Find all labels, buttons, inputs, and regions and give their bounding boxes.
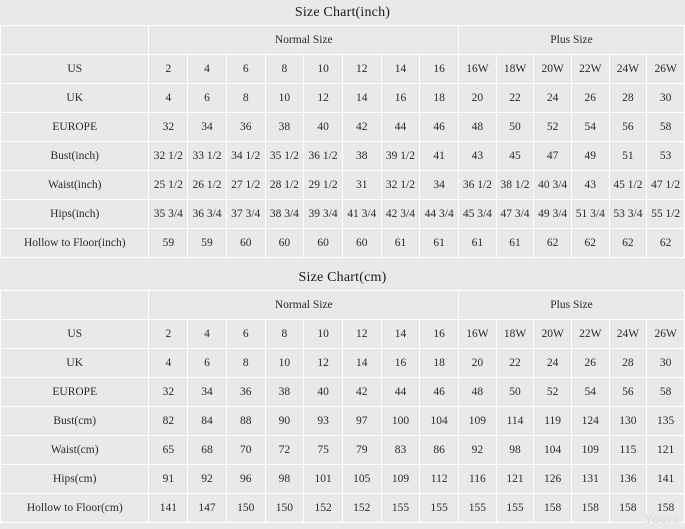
cell: 126: [534, 465, 572, 494]
cell: 39 1/2: [381, 142, 420, 171]
cell: 158: [609, 494, 647, 523]
cell: 115: [609, 436, 647, 465]
watermark-text: Yours: [643, 511, 679, 526]
cell: 61: [381, 229, 420, 258]
cell: 8: [226, 349, 265, 378]
row-label-hollow-to-floor: Hollow to Floor(inch): [1, 229, 149, 258]
cell: 152: [342, 494, 381, 523]
cell: 38 3/4: [265, 200, 304, 229]
row-label-bust: Bust(cm): [1, 407, 149, 436]
cell: 75: [304, 436, 343, 465]
cell: 18: [420, 349, 459, 378]
cell: 42: [342, 113, 381, 142]
cell: 124: [571, 407, 609, 436]
cell: 47 3/4: [496, 200, 534, 229]
cell: 10: [304, 320, 343, 349]
cell: 59: [188, 229, 227, 258]
row-label-uk: UK: [1, 84, 149, 113]
row-label-bust: Bust(inch): [1, 142, 149, 171]
cell: 4: [149, 349, 188, 378]
cell: 52: [534, 378, 572, 407]
size-table-inch: [0, 25, 685, 258]
cell: 65: [149, 436, 188, 465]
table-row: [1, 55, 685, 84]
cell: 97: [342, 407, 381, 436]
cell: 32 1/2: [149, 142, 188, 171]
cell: 26W: [647, 55, 685, 84]
cell: 40: [304, 113, 343, 142]
table-row: [1, 494, 685, 523]
cell: 30: [647, 84, 685, 113]
cell: 72: [265, 436, 304, 465]
cell: 55 1/2: [647, 200, 685, 229]
cell: 62: [647, 229, 685, 258]
cell: 41: [420, 142, 459, 171]
cell: 51: [609, 142, 647, 171]
cell: 10: [265, 349, 304, 378]
cell: 155: [496, 494, 534, 523]
cell: 90: [265, 407, 304, 436]
cell: 18: [420, 84, 459, 113]
table-row-group-headers: [1, 26, 685, 55]
cell: 40: [304, 378, 343, 407]
cell: 52: [534, 113, 572, 142]
cell: 16: [420, 320, 459, 349]
cell: 155: [381, 494, 420, 523]
cell: 141: [647, 465, 685, 494]
chart-title-cm: Size Chart(cm): [298, 270, 387, 285]
cell: 152: [304, 494, 343, 523]
cell: 92: [188, 465, 227, 494]
cell: 114: [496, 407, 534, 436]
cell: 36 3/4: [188, 200, 227, 229]
table-row: [1, 349, 685, 378]
cell: 38: [265, 113, 304, 142]
cell: 10: [304, 55, 343, 84]
cell: 24: [534, 349, 572, 378]
cell: 44: [381, 113, 420, 142]
cell: 131: [571, 465, 609, 494]
cell: 62: [534, 229, 572, 258]
cell: 14: [381, 320, 420, 349]
cell: 130: [609, 407, 647, 436]
cell: 135: [647, 407, 685, 436]
cell: 61: [496, 229, 534, 258]
cell: 56: [609, 378, 647, 407]
table-row-group-headers: [1, 291, 685, 320]
cell: 61: [420, 229, 459, 258]
cell: 100: [381, 407, 420, 436]
cell: 50: [496, 378, 534, 407]
cell: 12: [342, 320, 381, 349]
cell: 60: [226, 229, 265, 258]
cell: 48: [459, 378, 497, 407]
cell: 36: [226, 378, 265, 407]
row-label-us: US: [1, 55, 149, 84]
cell: 155: [459, 494, 497, 523]
cell: 20: [459, 84, 497, 113]
cell: 38: [265, 378, 304, 407]
cell: 14: [342, 349, 381, 378]
group-header-normal-size: Normal Size: [149, 26, 459, 55]
cell: 54: [571, 113, 609, 142]
corner-cell: [1, 291, 149, 320]
cell: 16: [381, 349, 420, 378]
row-label-europe: EUROPE: [1, 378, 149, 407]
cell: 60: [342, 229, 381, 258]
cell: 43: [571, 171, 609, 200]
cell: 12: [342, 55, 381, 84]
cell: 26W: [647, 320, 685, 349]
cell: 34: [188, 113, 227, 142]
cell: 92: [459, 436, 497, 465]
table-row: [1, 320, 685, 349]
cell: 22W: [571, 320, 609, 349]
cell: 14: [381, 55, 420, 84]
cell: 104: [534, 436, 572, 465]
cell: 158: [571, 494, 609, 523]
cell: 44 3/4: [420, 200, 459, 229]
group-header-plus-size: Plus Size: [459, 291, 685, 320]
cell: 45: [496, 142, 534, 171]
cell: 16W: [459, 55, 497, 84]
cell: 4: [188, 55, 227, 84]
cell: 20W: [534, 320, 572, 349]
cell: 20W: [534, 55, 572, 84]
row-label-europe: EUROPE: [1, 113, 149, 142]
cell: 136: [609, 465, 647, 494]
cell: 28 1/2: [265, 171, 304, 200]
cell: 26 1/2: [188, 171, 227, 200]
cell: 58: [647, 378, 685, 407]
cell: 16W: [459, 320, 497, 349]
cell: 24W: [609, 55, 647, 84]
cell: 6: [226, 55, 265, 84]
cell: 56: [609, 113, 647, 142]
row-label-hips: Hips(inch): [1, 200, 149, 229]
cell: 44: [381, 378, 420, 407]
cell: 26: [571, 349, 609, 378]
cell: 98: [496, 436, 534, 465]
cell: 141: [149, 494, 188, 523]
table-row: [1, 436, 685, 465]
cell: 36 1/2: [304, 142, 343, 171]
cell: 41 3/4: [342, 200, 381, 229]
cell: 18W: [496, 320, 534, 349]
table-row: [1, 84, 685, 113]
cell: 158: [534, 494, 572, 523]
cell: 4: [149, 84, 188, 113]
cell: 20: [459, 349, 497, 378]
cell: 112: [420, 465, 459, 494]
cell: 147: [188, 494, 227, 523]
cell: 86: [420, 436, 459, 465]
cell: 62: [609, 229, 647, 258]
cell: 16: [420, 55, 459, 84]
cell: 51 3/4: [571, 200, 609, 229]
cell: 8: [265, 55, 304, 84]
cell: 12: [304, 84, 343, 113]
cell: 32: [149, 378, 188, 407]
row-label-hollow-to-floor: Hollow to Floor(cm): [1, 494, 149, 523]
cell: 24W: [609, 320, 647, 349]
cell: 46: [420, 113, 459, 142]
cell: 59: [149, 229, 188, 258]
cell: 34: [420, 171, 459, 200]
corner-cell: [1, 26, 149, 55]
cell: 53 3/4: [609, 200, 647, 229]
cell: 35 3/4: [149, 200, 188, 229]
cell: 26: [571, 84, 609, 113]
cell: 155: [420, 494, 459, 523]
cell: 40 3/4: [534, 171, 572, 200]
cell: 82: [149, 407, 188, 436]
size-table-cm: [0, 290, 685, 523]
chart-title-inch: Size Chart(inch): [294, 5, 391, 20]
cell: 34: [188, 378, 227, 407]
row-label-waist: Waist(cm): [1, 436, 149, 465]
cell: 6: [226, 320, 265, 349]
cell: 28: [609, 349, 647, 378]
cell: 18W: [496, 55, 534, 84]
cell: 39 3/4: [304, 200, 343, 229]
cell: 22: [496, 349, 534, 378]
cell: 70: [226, 436, 265, 465]
cell: 6: [188, 349, 227, 378]
cell: 8: [226, 84, 265, 113]
cell: 6: [188, 84, 227, 113]
cell: 14: [342, 84, 381, 113]
cell: 105: [342, 465, 381, 494]
cell: 22W: [571, 55, 609, 84]
cell: 45 1/2: [609, 171, 647, 200]
cell: 36: [226, 113, 265, 142]
cell: 109: [381, 465, 420, 494]
cell: 10: [265, 84, 304, 113]
cell: 30: [647, 349, 685, 378]
cell: 38 1/2: [496, 171, 534, 200]
row-label-hips: Hips(cm): [1, 465, 149, 494]
cell: 49 3/4: [534, 200, 572, 229]
cell: 49: [571, 142, 609, 171]
cell: 104: [420, 407, 459, 436]
cell: 98: [265, 465, 304, 494]
cell: 83: [381, 436, 420, 465]
row-label-us: US: [1, 320, 149, 349]
group-header-plus-size: Plus Size: [459, 26, 685, 55]
cell: 109: [459, 407, 497, 436]
cell: 42: [342, 378, 381, 407]
cell: 16: [381, 84, 420, 113]
cell: 93: [304, 407, 343, 436]
cell: 2: [149, 320, 188, 349]
cell: 12: [304, 349, 343, 378]
cell: 68: [188, 436, 227, 465]
cell: 31: [342, 171, 381, 200]
cell: 84: [188, 407, 227, 436]
table-row: [1, 171, 685, 200]
table-row: [1, 229, 685, 258]
cell: 4: [188, 320, 227, 349]
cell: 29 1/2: [304, 171, 343, 200]
size-chart-cm-block: [0, 265, 685, 529]
cell: 47 1/2: [647, 171, 685, 200]
cell: 150: [265, 494, 304, 523]
row-label-waist: Waist(inch): [1, 171, 149, 200]
cell: 8: [265, 320, 304, 349]
table-row: [1, 142, 685, 171]
cell: 50: [496, 113, 534, 142]
cell: 46: [420, 378, 459, 407]
cell: 79: [342, 436, 381, 465]
cell: 42 3/4: [381, 200, 420, 229]
cell: 54: [571, 378, 609, 407]
cell: 158: [647, 494, 685, 523]
table-row: [1, 113, 685, 142]
cell: 60: [265, 229, 304, 258]
cell: 32: [149, 113, 188, 142]
cell: 91: [149, 465, 188, 494]
cell: 24: [534, 84, 572, 113]
cell: 109: [571, 436, 609, 465]
cell: 88: [226, 407, 265, 436]
cell: 101: [304, 465, 343, 494]
cell: 35 1/2: [265, 142, 304, 171]
cell: 2: [149, 55, 188, 84]
cell: 121: [496, 465, 534, 494]
cell: 22: [496, 84, 534, 113]
group-header-normal-size: Normal Size: [149, 291, 459, 320]
cell: 60: [304, 229, 343, 258]
cell: 27 1/2: [226, 171, 265, 200]
cell: 62: [571, 229, 609, 258]
cell: 53: [647, 142, 685, 171]
cell: 61: [459, 229, 497, 258]
cell: 48: [459, 113, 497, 142]
cell: 28: [609, 84, 647, 113]
cell: 47: [534, 142, 572, 171]
cell: 45 3/4: [459, 200, 497, 229]
cell: 38: [342, 142, 381, 171]
cell: 25 1/2: [149, 171, 188, 200]
table-row: [1, 200, 685, 229]
table-row: [1, 465, 685, 494]
row-label-uk: UK: [1, 349, 149, 378]
cell: 150: [226, 494, 265, 523]
cell: 43: [459, 142, 497, 171]
cell: 119: [534, 407, 572, 436]
cell: 121: [647, 436, 685, 465]
cell: 116: [459, 465, 497, 494]
table-row: [1, 378, 685, 407]
cell: 34 1/2: [226, 142, 265, 171]
cell: 58: [647, 113, 685, 142]
cell: 32 1/2: [381, 171, 420, 200]
table-row: [1, 407, 685, 436]
cell: 37 3/4: [226, 200, 265, 229]
cell: 33 1/2: [188, 142, 227, 171]
cell: 36 1/2: [459, 171, 497, 200]
cell: 96: [226, 465, 265, 494]
